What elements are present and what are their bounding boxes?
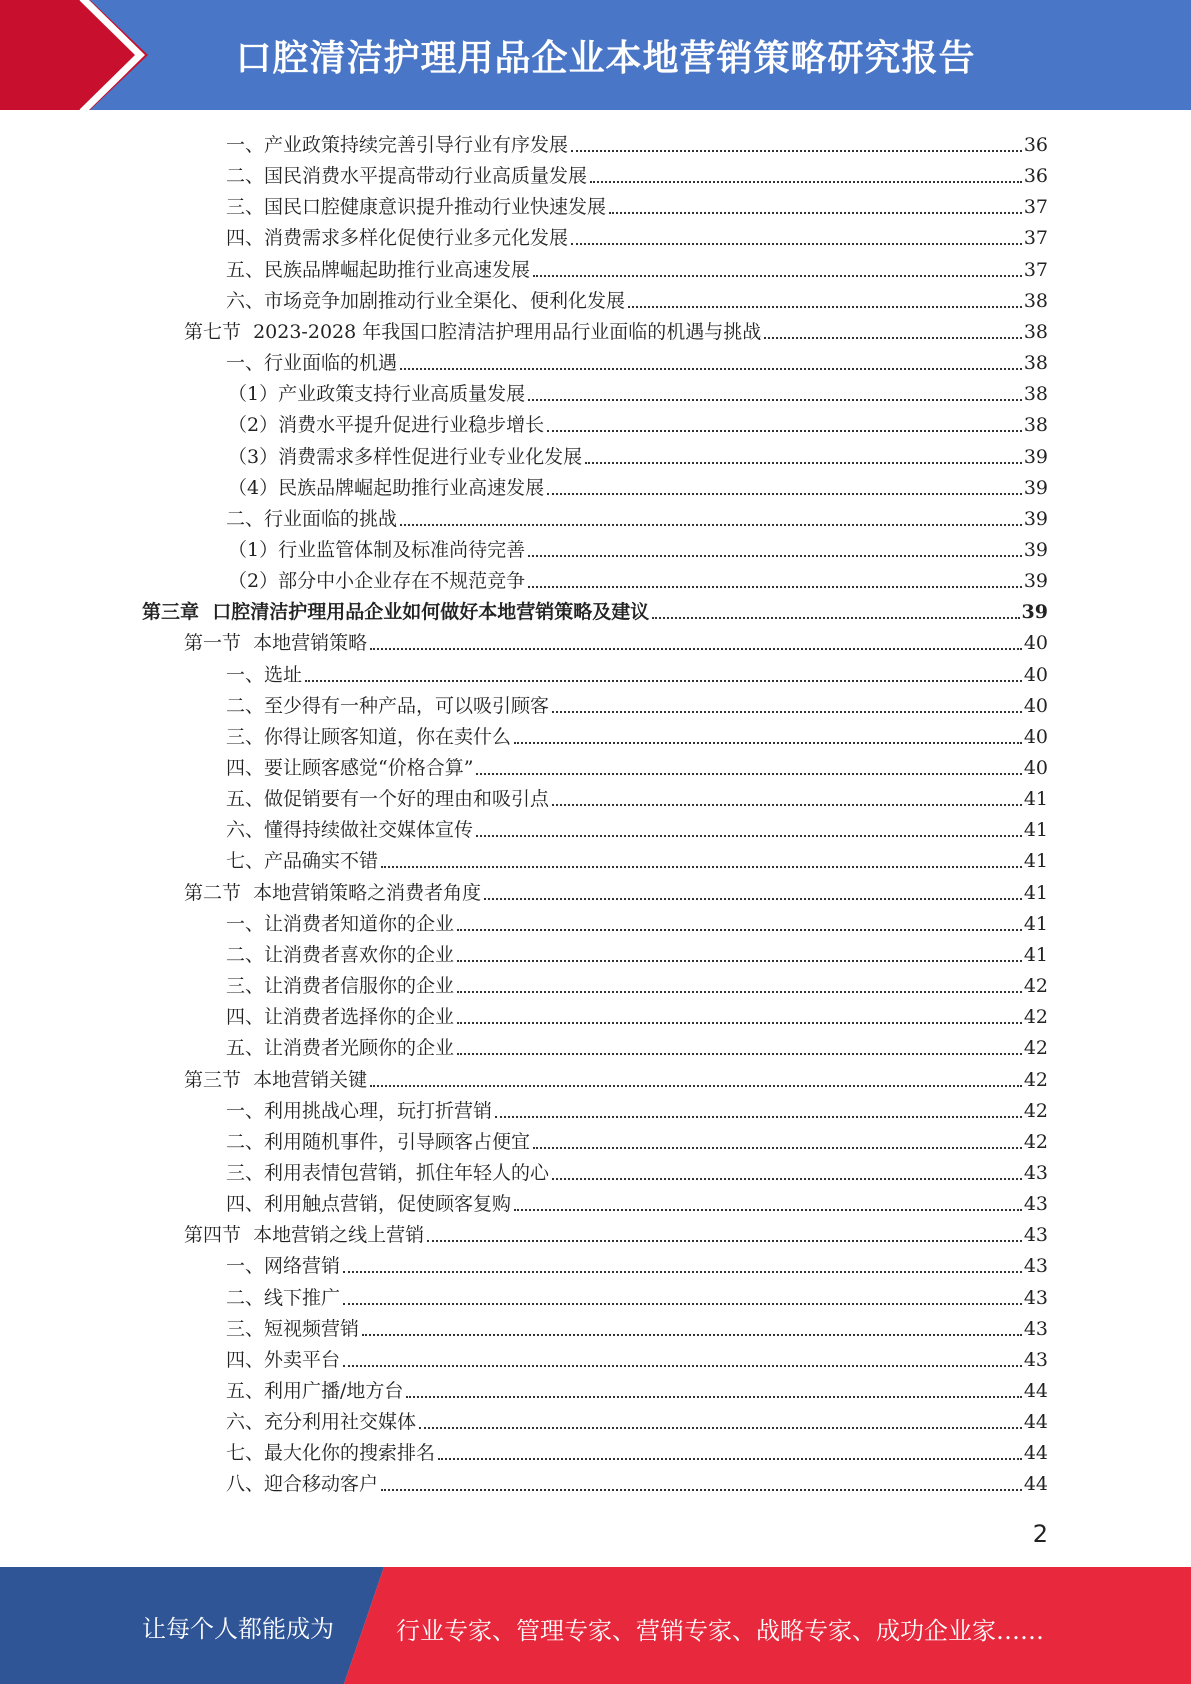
- toc-entry-label: 一、行业面临的机遇: [226, 352, 398, 375]
- toc-entry-label: 三、短视频营销: [226, 1317, 360, 1340]
- toc-subsection-entry[interactable]: [228, 439, 1048, 470]
- toc-entry-page-number: 41: [1023, 850, 1048, 873]
- toc-dot-leader: [427, 1240, 1022, 1242]
- toc-dot-leader: [305, 680, 1022, 682]
- toc-dot-leader: [457, 1022, 1022, 1024]
- toc-entry-label: 第二节 本地营销策略之消费者角度: [184, 881, 482, 904]
- toc-subsection-entry[interactable]: [226, 220, 1048, 251]
- toc-section-entry[interactable]: [184, 314, 1048, 345]
- toc-entry-label: 第四节 本地营销之线上营销: [184, 1224, 425, 1247]
- toc-entry-page-number: 42: [1023, 1099, 1048, 1122]
- toc-subsection-entry[interactable]: [228, 407, 1048, 438]
- toc-subsection-entry[interactable]: [226, 1155, 1048, 1186]
- toc-subsection-entry[interactable]: [228, 532, 1048, 563]
- toc-subsection-entry[interactable]: [228, 563, 1048, 594]
- toc-entry-label: 三、国民口腔健康意识提升推动行业快速发展: [226, 196, 607, 219]
- toc-dot-leader: [514, 742, 1022, 744]
- toc-entry-label: （2）消费水平提升促进行业稳步增长: [228, 414, 545, 437]
- toc-subsection-entry[interactable]: [226, 1435, 1048, 1466]
- toc-entry-page-number: 37: [1023, 258, 1048, 281]
- toc-subsection-entry[interactable]: [226, 1093, 1048, 1124]
- toc-subsection-entry[interactable]: [226, 252, 1048, 283]
- toc-entry-page-number: 38: [1023, 320, 1048, 343]
- toc-entry-page-number: 39: [1023, 445, 1048, 468]
- toc-dot-leader: [457, 929, 1022, 931]
- toc-entry-label: 四、要让顾客感觉“价格合算”: [226, 757, 474, 779]
- toc-subsection-entry[interactable]: [226, 657, 1048, 688]
- toc-entry-label: 六、市场竞争加剧推动行业全渠化、便利化发展: [226, 289, 626, 312]
- toc-dot-leader: [533, 1147, 1022, 1149]
- toc-entry-page-number: 44: [1023, 1411, 1048, 1434]
- toc-entry-label: 六、充分利用社交媒体: [226, 1411, 417, 1434]
- toc-entry-label: 二、线下推广: [226, 1286, 341, 1309]
- page-number: 2: [1032, 1520, 1048, 1548]
- toc-subsection-entry[interactable]: [226, 1342, 1048, 1373]
- toc-dot-leader: [547, 430, 1022, 432]
- toc-entry-page-number: 44: [1023, 1442, 1048, 1465]
- toc-entry-page-number: 36: [1023, 165, 1048, 188]
- toc-dot-leader: [552, 804, 1022, 806]
- toc-section-entry[interactable]: [184, 875, 1048, 906]
- toc-dot-leader: [528, 399, 1022, 401]
- toc-entry-page-number: 42: [1023, 1006, 1048, 1029]
- toc-subsection-entry[interactable]: [226, 127, 1048, 158]
- toc-entry-label: 二、国民消费水平提高带动行业高质量发展: [226, 165, 588, 188]
- toc-entry-page-number: 40: [1023, 663, 1048, 686]
- toc-entry-page-number: 39: [1023, 570, 1048, 593]
- toc-entry-label: 一、网络营销: [226, 1255, 341, 1278]
- toc-entry-page-number: 43: [1023, 1348, 1048, 1371]
- toc-entry-page-number: 42: [1023, 1068, 1048, 1091]
- toc-entry-label: 五、让消费者光顾你的企业: [226, 1037, 455, 1060]
- toc-entry-label: （2）部分中小企业存在不规范竞争: [228, 570, 526, 593]
- toc-entry-label: 五、利用广播/地方台: [226, 1380, 404, 1402]
- toc-entry-page-number: 40: [1023, 632, 1048, 655]
- toc-entry-label: 七、产品确实不错: [226, 850, 379, 873]
- toc-dot-leader: [457, 960, 1022, 962]
- toc-subsection-entry[interactable]: [226, 750, 1048, 781]
- toc-entry-label: 四、消费需求多样化促使行业多元化发展: [226, 227, 569, 250]
- toc-subsection-entry[interactable]: [226, 158, 1048, 189]
- toc-entry-label: 五、民族品牌崛起助推行业高速发展: [226, 258, 531, 281]
- toc-dot-leader: [370, 648, 1022, 650]
- footer-slogan-left: 让每个人都能成为: [142, 1615, 334, 1643]
- toc-entry-page-number: 38: [1023, 414, 1048, 437]
- toc-subsection-entry[interactable]: [226, 283, 1048, 314]
- toc-entry-page-number: 42: [1023, 1037, 1048, 1060]
- toc-subsection-entry[interactable]: [226, 812, 1048, 843]
- toc-dot-leader: [419, 1427, 1022, 1429]
- toc-dot-leader: [571, 150, 1022, 152]
- toc-dot-leader: [533, 275, 1022, 277]
- toc-entry-page-number: 44: [1023, 1473, 1048, 1496]
- toc-subsection-entry[interactable]: [226, 1248, 1048, 1279]
- toc-entry-label: 三、让消费者信服你的企业: [226, 975, 455, 998]
- toc-subsection-entry[interactable]: [226, 906, 1048, 937]
- toc-chapter-entry[interactable]: [142, 594, 1048, 625]
- toc-subsection-entry[interactable]: [226, 688, 1048, 719]
- toc-dot-leader: [400, 524, 1022, 526]
- toc-dot-leader: [590, 181, 1022, 183]
- toc-entry-label: 六、懂得持续做社交媒体宣传: [226, 819, 474, 842]
- toc-entry-page-number: 41: [1023, 819, 1048, 842]
- toc-entry-page-number: 43: [1023, 1255, 1048, 1278]
- toc-entry-label: （1）行业监管体制及标准尚待完善: [228, 538, 526, 561]
- toc-entry-page-number: 41: [1023, 881, 1048, 904]
- page-footer: [0, 1567, 1191, 1684]
- toc-entry-page-number: 41: [1023, 912, 1048, 935]
- toc-entry-label: 一、选址: [226, 663, 303, 686]
- toc-entry-page-number: 39: [1023, 507, 1048, 530]
- toc-dot-leader: [381, 1489, 1022, 1491]
- toc-dot-leader: [476, 773, 1021, 775]
- toc-entry-page-number: 40: [1023, 694, 1048, 717]
- toc-entry-label: 第七节 2023-2028 年我国口腔清洁护理用品行业面临的机遇与挑战: [184, 320, 762, 343]
- toc-dot-leader: [585, 462, 1022, 464]
- toc-entry-page-number: 43: [1023, 1224, 1048, 1247]
- toc-dot-leader: [438, 1458, 1022, 1460]
- toc-entry-page-number: 39: [1021, 601, 1048, 624]
- toc-dot-leader: [514, 1209, 1022, 1211]
- toc-subsection-entry[interactable]: [226, 1373, 1048, 1404]
- toc-entry-label: 一、利用挑战心理，玩打折营销: [226, 1099, 493, 1122]
- toc-entry-page-number: 38: [1023, 383, 1048, 406]
- toc-dot-leader: [343, 1365, 1022, 1367]
- toc-entry-page-number: 43: [1023, 1161, 1048, 1184]
- toc-subsection-entry[interactable]: [226, 1311, 1048, 1342]
- footer-slogan-right: 行业专家、管理专家、营销专家、战略专家、成功企业家……: [396, 1617, 1044, 1645]
- toc-dot-leader: [547, 493, 1022, 495]
- toc-dot-leader: [400, 368, 1022, 370]
- toc-dot-leader: [484, 898, 1022, 900]
- toc-dot-leader: [343, 1271, 1022, 1273]
- toc-entry-page-number: 40: [1023, 725, 1048, 748]
- toc-dot-leader: [343, 1303, 1022, 1305]
- toc-subsection-entry[interactable]: [226, 937, 1048, 968]
- toc-subsection-entry[interactable]: [226, 719, 1048, 750]
- toc-entry-label: 二、让消费者喜欢你的企业: [226, 943, 455, 966]
- toc-entry-label: 第三节 本地营销关键: [184, 1068, 368, 1091]
- toc-entry-label: 二、利用随机事件，引导顾客占便宜: [226, 1130, 531, 1153]
- toc-entry-page-number: 43: [1023, 1317, 1048, 1340]
- toc-entry-label: 三、你得让顾客知道，你在卖什么: [226, 725, 512, 748]
- toc-entry-label: 七、最大化你的搜索排名: [226, 1442, 436, 1465]
- toc-subsection-entry[interactable]: [228, 376, 1048, 407]
- toc-subsection-entry[interactable]: [226, 189, 1048, 220]
- page-header: [0, 0, 1191, 110]
- toc-dot-leader: [528, 586, 1022, 588]
- toc-dot-leader: [652, 617, 1019, 619]
- toc-dot-leader: [609, 212, 1022, 214]
- toc-dot-leader: [457, 1053, 1022, 1055]
- toc-entry-label: 第一节 本地营销策略: [184, 632, 368, 655]
- toc-subsection-entry[interactable]: [226, 1280, 1048, 1311]
- toc-entry-page-number: 40: [1023, 757, 1048, 779]
- toc-subsection-entry[interactable]: [226, 1186, 1048, 1217]
- toc-entry-page-number: 44: [1023, 1380, 1048, 1402]
- toc-entry-label: （4）民族品牌崛起助推行业高速发展: [228, 476, 545, 499]
- toc-subsection-entry[interactable]: [226, 843, 1048, 874]
- toc-entry-label: 三、利用表情包营销，抓住年轻人的心: [226, 1161, 550, 1184]
- toc-dot-leader: [552, 711, 1022, 713]
- toc-dot-leader: [381, 866, 1022, 868]
- toc-entry-page-number: 36: [1023, 134, 1048, 156]
- toc-entry-label: （1）产业政策支持行业高质量发展: [228, 383, 526, 406]
- toc-entry-label: 一、让消费者知道你的企业: [226, 912, 455, 935]
- toc-dot-leader: [528, 555, 1022, 557]
- toc-entry-page-number: 38: [1023, 352, 1048, 375]
- toc-entry-label: 二、行业面临的挑战: [226, 507, 398, 530]
- toc-entry-page-number: 42: [1023, 975, 1048, 998]
- toc-dot-leader: [571, 243, 1022, 245]
- toc-entry-label: 二、至少得有一种产品，可以吸引顾客: [226, 694, 550, 717]
- toc-dot-leader: [476, 835, 1022, 837]
- toc-entry-label: 五、做促销要有一个好的理由和吸引点: [226, 788, 550, 811]
- toc-entry-label: 四、利用触点营销，促使顾客复购: [226, 1193, 512, 1216]
- toc-section-entry[interactable]: [184, 1217, 1048, 1248]
- toc-subsection-entry[interactable]: [226, 1466, 1048, 1497]
- toc-subsection-entry[interactable]: [226, 968, 1048, 999]
- toc-subsection-entry[interactable]: [226, 1124, 1048, 1155]
- toc-dot-leader: [370, 1085, 1022, 1087]
- toc-entry-page-number: 43: [1023, 1286, 1048, 1309]
- toc-entry-label: 四、外卖平台: [226, 1348, 341, 1371]
- toc-subsection-entry[interactable]: [228, 470, 1048, 501]
- report-title: 口腔清洁护理用品企业本地营销策略研究报告: [235, 38, 976, 79]
- toc-dot-leader: [406, 1396, 1021, 1398]
- toc-entry-page-number: 43: [1023, 1193, 1048, 1216]
- toc-entry-label: 四、让消费者选择你的企业: [226, 1006, 455, 1029]
- toc-subsection-entry[interactable]: [226, 1030, 1048, 1061]
- toc-subsection-entry[interactable]: [226, 345, 1048, 376]
- toc-subsection-entry[interactable]: [226, 999, 1048, 1030]
- toc-dot-leader: [362, 1334, 1022, 1336]
- toc-section-entry[interactable]: [184, 625, 1048, 656]
- toc-entry-page-number: 37: [1023, 196, 1048, 219]
- toc-section-entry[interactable]: [184, 1062, 1048, 1093]
- toc-entry-label: （3）消费需求多样性促进行业专业化发展: [228, 445, 583, 468]
- toc-dot-leader: [764, 337, 1022, 339]
- toc-entry-label: 一、产业政策持续完善引导行业有序发展: [226, 134, 569, 156]
- toc-entry-page-number: 41: [1023, 943, 1048, 966]
- toc-entry-label: 第三章 口腔清洁护理用品企业如何做好本地营销策略及建议: [142, 601, 650, 624]
- toc-subsection-entry[interactable]: [226, 781, 1048, 812]
- toc-dot-leader: [457, 991, 1022, 993]
- toc-dot-leader: [628, 306, 1022, 308]
- toc-entry-page-number: 41: [1023, 788, 1048, 811]
- toc-subsection-entry[interactable]: [226, 501, 1048, 532]
- toc-subsection-entry[interactable]: [226, 1404, 1048, 1435]
- toc-dot-leader: [495, 1116, 1022, 1118]
- toc-dot-leader: [552, 1178, 1022, 1180]
- toc-entry-page-number: 38: [1023, 289, 1048, 312]
- toc-entry-page-number: 39: [1023, 476, 1048, 499]
- toc-entry-page-number: 37: [1023, 227, 1048, 250]
- toc-entry-page-number: 42: [1023, 1130, 1048, 1153]
- toc-entry-page-number: 39: [1023, 538, 1048, 561]
- toc-entry-label: 八、迎合移动客户: [226, 1473, 379, 1496]
